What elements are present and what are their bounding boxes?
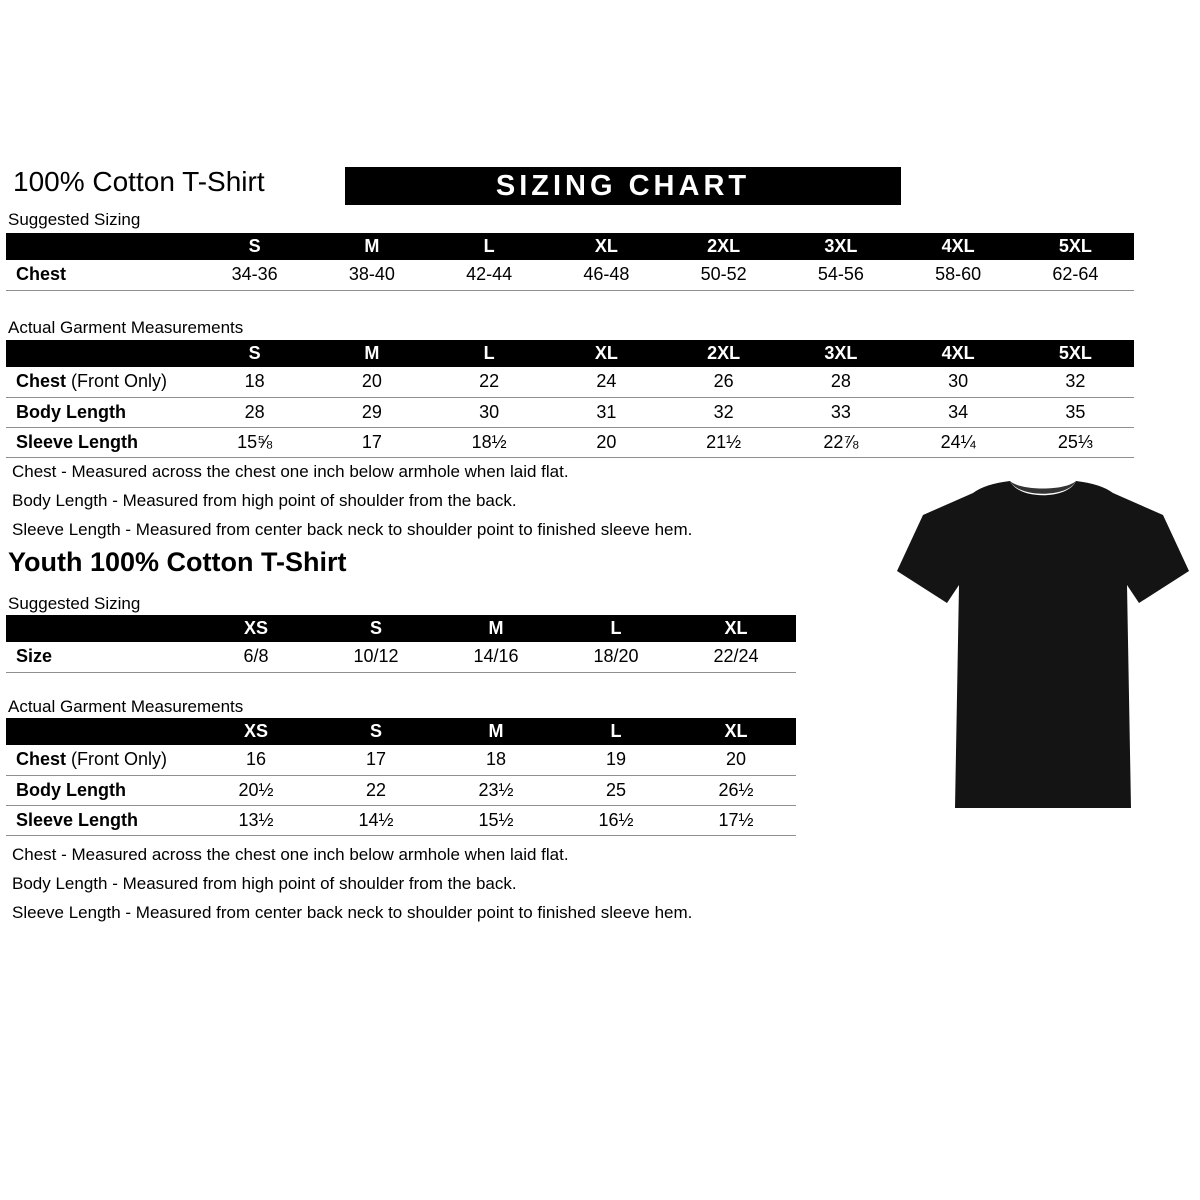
size-column-header: M bbox=[313, 340, 430, 367]
size-column-header: M bbox=[436, 615, 556, 642]
adult-actual-table bbox=[6, 340, 1134, 458]
size-value-cell: 33 bbox=[782, 397, 899, 427]
size-column-header: 2XL bbox=[665, 340, 782, 367]
size-value-cell: 21½ bbox=[665, 427, 782, 457]
size-column-header: XL bbox=[548, 233, 665, 260]
adult-suggested-table bbox=[6, 233, 1134, 291]
size-value-cell: 17½ bbox=[676, 805, 796, 835]
size-table bbox=[6, 718, 796, 836]
size-table-header-row bbox=[6, 615, 796, 642]
row-label: Sleeve Length bbox=[6, 805, 196, 835]
size-value-cell: 28 bbox=[782, 367, 899, 397]
size-value-cell: 30 bbox=[900, 367, 1017, 397]
sizing-chart-banner bbox=[345, 167, 901, 205]
youth-note-chest: Chest - Measured across the chest one inch below armhole when laid flat. bbox=[12, 845, 569, 864]
size-table-header-row bbox=[6, 340, 1134, 367]
size-value-cell: 18 bbox=[436, 745, 556, 775]
size-value-cell: 32 bbox=[665, 397, 782, 427]
size-value-cell: 31 bbox=[548, 397, 665, 427]
size-value-cell: 28 bbox=[196, 397, 313, 427]
size-value-cell: 14½ bbox=[316, 805, 436, 835]
size-value-cell: 23½ bbox=[436, 775, 556, 805]
size-column-header: L bbox=[431, 340, 548, 367]
size-value-cell: 32 bbox=[1017, 367, 1134, 397]
youth-actual-table bbox=[6, 718, 796, 836]
size-column-header: 4XL bbox=[900, 233, 1017, 260]
size-column-header: XS bbox=[196, 615, 316, 642]
size-table-corner-cell bbox=[6, 615, 196, 642]
size-column-header: L bbox=[556, 615, 676, 642]
size-table-row bbox=[6, 775, 796, 805]
size-value-cell: 62-64 bbox=[1017, 260, 1134, 290]
size-value-cell: 22/24 bbox=[676, 642, 796, 672]
adult-note-sleeve-length: Sleeve Length - Measured from center back neck to shoulder point to finished sleeve hem. bbox=[12, 520, 693, 539]
size-value-cell: 42-44 bbox=[431, 260, 548, 290]
size-column-header: L bbox=[431, 233, 548, 260]
size-table-row bbox=[6, 260, 1134, 290]
size-table bbox=[6, 233, 1134, 291]
size-value-cell: 20 bbox=[548, 427, 665, 457]
size-table-corner-cell bbox=[6, 233, 196, 260]
size-value-cell: 26½ bbox=[676, 775, 796, 805]
adult-note-chest: Chest - Measured across the chest one inch below armhole when laid flat. bbox=[12, 462, 569, 481]
size-column-header: S bbox=[316, 615, 436, 642]
size-value-cell: 20 bbox=[313, 367, 430, 397]
size-table-row bbox=[6, 427, 1134, 457]
size-value-cell: 29 bbox=[313, 397, 430, 427]
size-value-cell: 10/12 bbox=[316, 642, 436, 672]
row-label: Chest bbox=[6, 260, 196, 290]
size-column-header: 2XL bbox=[665, 233, 782, 260]
size-value-cell: 50-52 bbox=[665, 260, 782, 290]
size-value-cell: 15⅝ bbox=[196, 427, 313, 457]
size-value-cell: 30 bbox=[431, 397, 548, 427]
size-column-header: XL bbox=[676, 615, 796, 642]
size-table-header-row bbox=[6, 233, 1134, 260]
size-column-header: S bbox=[196, 340, 313, 367]
size-value-cell: 19 bbox=[556, 745, 676, 775]
row-label: Chest (Front Only) bbox=[6, 745, 196, 775]
size-value-cell: 17 bbox=[313, 427, 430, 457]
size-column-header: XL bbox=[676, 718, 796, 745]
size-value-cell: 6/8 bbox=[196, 642, 316, 672]
size-column-header: M bbox=[436, 718, 556, 745]
size-value-cell: 22 bbox=[316, 775, 436, 805]
size-table-row bbox=[6, 805, 796, 835]
size-value-cell: 20½ bbox=[196, 775, 316, 805]
size-column-header: XS bbox=[196, 718, 316, 745]
tshirt-body-shape bbox=[897, 481, 1189, 808]
size-value-cell: 25⅓ bbox=[1017, 427, 1134, 457]
size-value-cell: 16 bbox=[196, 745, 316, 775]
size-column-header: 3XL bbox=[782, 233, 899, 260]
size-column-header: 5XL bbox=[1017, 233, 1134, 260]
size-value-cell: 38-40 bbox=[313, 260, 430, 290]
size-column-header: S bbox=[196, 233, 313, 260]
youth-note-sleeve-length: Sleeve Length - Measured from center back neck to shoulder point to finished sleeve hem. bbox=[12, 903, 693, 922]
size-table-row bbox=[6, 367, 1134, 397]
size-table-row bbox=[6, 642, 796, 672]
size-value-cell: 35 bbox=[1017, 397, 1134, 427]
size-table-row bbox=[6, 397, 1134, 427]
size-value-cell: 14/16 bbox=[436, 642, 556, 672]
youth-actual-heading: Actual Garment Measurements bbox=[8, 697, 244, 716]
adult-actual-heading: Actual Garment Measurements bbox=[8, 318, 244, 337]
size-column-header: S bbox=[316, 718, 436, 745]
size-value-cell: 24 bbox=[548, 367, 665, 397]
size-value-cell: 22 bbox=[431, 367, 548, 397]
adult-note-body-length: Body Length - Measured from high point of shoulder from the back. bbox=[12, 491, 517, 510]
size-table-row bbox=[6, 745, 796, 775]
size-value-cell: 18 bbox=[196, 367, 313, 397]
size-column-header: 3XL bbox=[782, 340, 899, 367]
size-value-cell: 16½ bbox=[556, 805, 676, 835]
size-value-cell: 54-56 bbox=[782, 260, 899, 290]
sizing-chart-banner-text: SIZING CHART bbox=[495, 170, 751, 202]
size-table-corner-cell bbox=[6, 718, 196, 745]
tshirt-image bbox=[893, 473, 1193, 818]
size-value-cell: 24¼ bbox=[900, 427, 1017, 457]
size-value-cell: 18/20 bbox=[556, 642, 676, 672]
row-label: Body Length bbox=[6, 775, 196, 805]
size-table bbox=[6, 615, 796, 673]
size-column-header: 5XL bbox=[1017, 340, 1134, 367]
size-table-header-row bbox=[6, 718, 796, 745]
size-value-cell: 20 bbox=[676, 745, 796, 775]
size-value-cell: 13½ bbox=[196, 805, 316, 835]
row-label: Size bbox=[6, 642, 196, 672]
size-value-cell: 15½ bbox=[436, 805, 556, 835]
size-column-header: L bbox=[556, 718, 676, 745]
youth-suggested-heading: Suggested Sizing bbox=[8, 594, 141, 613]
size-value-cell: 18½ bbox=[431, 427, 548, 457]
youth-section-title: Youth 100% Cotton T-Shirt bbox=[8, 547, 347, 577]
size-value-cell: 25 bbox=[556, 775, 676, 805]
size-column-header: M bbox=[313, 233, 430, 260]
size-value-cell: 34 bbox=[900, 397, 1017, 427]
size-value-cell: 58-60 bbox=[900, 260, 1017, 290]
size-value-cell: 26 bbox=[665, 367, 782, 397]
size-value-cell: 46-48 bbox=[548, 260, 665, 290]
youth-suggested-table bbox=[6, 615, 796, 673]
row-label: Sleeve Length bbox=[6, 427, 196, 457]
size-column-header: XL bbox=[548, 340, 665, 367]
size-value-cell: 17 bbox=[316, 745, 436, 775]
youth-note-body-length: Body Length - Measured from high point of shoulder from the back. bbox=[12, 874, 517, 893]
size-column-header: 4XL bbox=[900, 340, 1017, 367]
size-table-corner-cell bbox=[6, 340, 196, 367]
row-label: Body Length bbox=[6, 397, 196, 427]
size-value-cell: 34-36 bbox=[196, 260, 313, 290]
row-label: Chest (Front Only) bbox=[6, 367, 196, 397]
adult-suggested-heading: Suggested Sizing bbox=[8, 210, 141, 229]
size-value-cell: 22⅞ bbox=[782, 427, 899, 457]
size-table bbox=[6, 340, 1134, 458]
adult-section-title: 100% Cotton T-Shirt bbox=[13, 166, 265, 197]
